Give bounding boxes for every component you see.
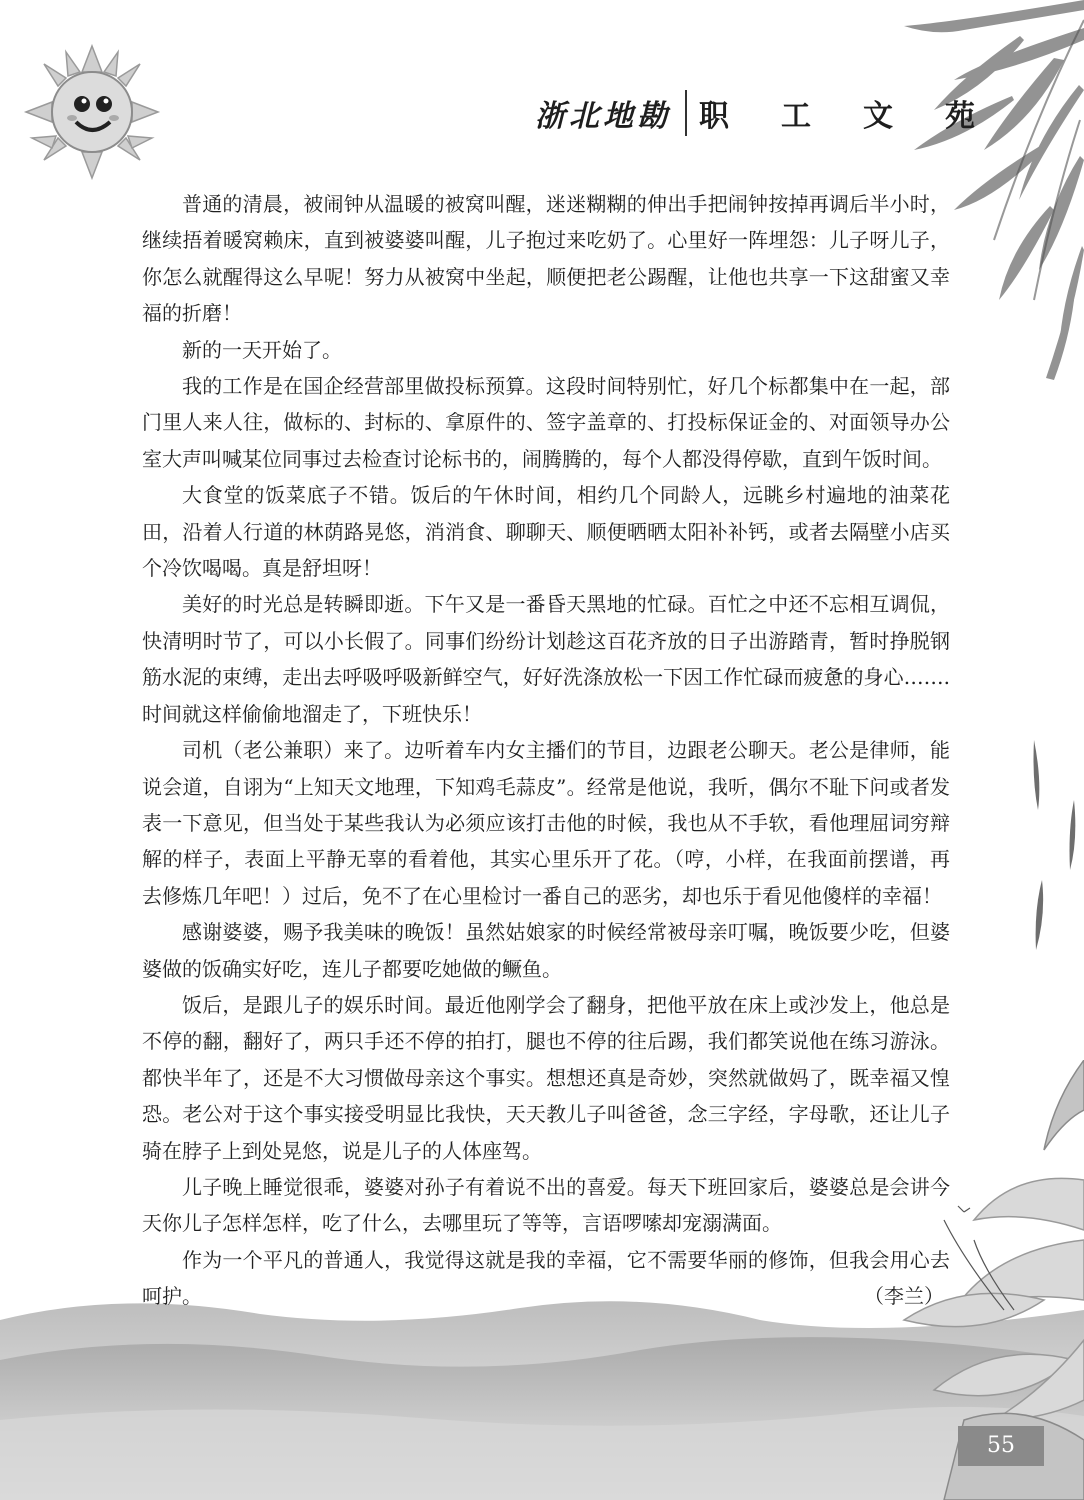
falling-leaves-decoration bbox=[994, 730, 1084, 960]
article-paragraph: 大食堂的饭菜底子不错。饭后的午休时间，相约几个同龄人，远眺乡村遍地的油菜花田，沿着人行道的林荫路晃悠，消消食、聊聊天、顺便晒晒太阳补补钙，或者去隔壁小店买个冷饮喝喝。真是舒坦呀！ bbox=[142, 483, 950, 581]
author-signature: （李兰） bbox=[864, 1284, 944, 1309]
article-paragraph: 作为一个平凡的普通人，我觉得这就是我的幸福，它不需要华丽的修饰，但我会用心去呵护。 bbox=[142, 1247, 950, 1309]
smiling-sun-icon bbox=[22, 42, 162, 182]
section-title: 职工文苑 bbox=[699, 99, 1027, 134]
article-paragraph: 饭后，是跟儿子的娱乐时间。最近他刚学会了翻身，把他平放在床上或沙发上，他总是不停的翻，翻好了，两只手还不停的拍打，腿也不停的往后踢，我们都笑说他在练习游泳。都快半年了，还是不大习惯做母亲这个事实。想想还真是奇妙，突然就做妈了，既幸福又惶恐。老公对于这个事实接受明显比我快，天天教儿子叫爸爸，念三字经，字母歌，还让儿子骑在脖子上到处晃悠，说是儿子的人体座驾。 bbox=[142, 992, 950, 1163]
article-paragraph: 普通的清晨，被闹钟从温暖的被窝叫醒，迷迷糊糊的伸出手把闹钟按掉再调后半小时，继续捂着暖窝赖床，直到被婆婆叫醒，儿子抱过来吃奶了。心里好一阵埋怨：儿子呀儿子，你怎么就醒得这么早呢！努力从被窝中坐起，顺便把老公踢醒，让他也共享一下这甜蜜又幸福的折磨！ bbox=[142, 192, 950, 326]
header-divider bbox=[685, 90, 687, 136]
article-paragraph: 新的一天开始了。 bbox=[182, 337, 342, 362]
magazine-header bbox=[535, 88, 1027, 138]
page-number: 55 bbox=[958, 1426, 1044, 1466]
article-paragraph: 美好的时光总是转瞬即逝。下午又是一番昏天黑地的忙碌。百忙之中还不忘相互调侃，快清明时节了，可以小长假了。同事们纷纷计划趁这百花齐放的日子出游踏青，暂时挣脱钢筋水泥的束缚，走出去呼吸呼吸新鲜空气，好好洗涤放松一下因工作忙碌而疲惫的身心…….时间就这样偷偷地溜走了，下班快乐！ bbox=[142, 592, 950, 726]
article-paragraph: 感谢婆婆，赐予我美味的晚饭！虽然姑娘家的时候经常被母亲叮嘱，晚饭要少吃，但婆婆做的饭确实好吃，连儿子都要吃她做的鳜鱼。 bbox=[142, 920, 950, 981]
final-paragraph-block bbox=[142, 1242, 950, 1315]
header-logo-text: 浙北地勘 bbox=[535, 99, 671, 134]
article-paragraph: 我的工作是在国企经营部里做投标预算。这段时间特别忙，好几个标都集中在一起，部门里人来人往，做标的、封标的、拿原件的、签字盖章的、打投标保证金的、对面领导办公室大声叫喊某位同事过去检查讨论标书的，闹腾腾的，每个人都没得停歇，直到午饭时间。 bbox=[142, 374, 950, 471]
article-paragraph: 司机（老公兼职）来了。边听着车内女主播们的节目，边跟老公聊天。老公是律师，能说会道，自诩为“上知天文地理，下知鸡毛蒜皮”。经常是他说，我听，偶尔不耻下问或者发表一下意见，但当处于某些我认为必须应该打击他的时候，我也从不手软，看他理屈词穷辩解的样子，表面上平静无辜的看着他，其实心里乐开了花。（哼，小样，在我面前摆谱，再去修炼几年吧！）过后，免不了在心里检讨一番自己的恶劣，却也乐于看见他傻样的幸福！ bbox=[142, 738, 950, 908]
article-body bbox=[142, 186, 950, 1315]
article-paragraph: 儿子晚上睡觉很乖，婆婆对孙子有着说不出的喜爱。每天下班回家后，婆婆总是会讲今天你儿子怎样怎样，吃了什么，去哪里玩了等等，言语啰嗦却宠溺满面。 bbox=[142, 1174, 950, 1236]
